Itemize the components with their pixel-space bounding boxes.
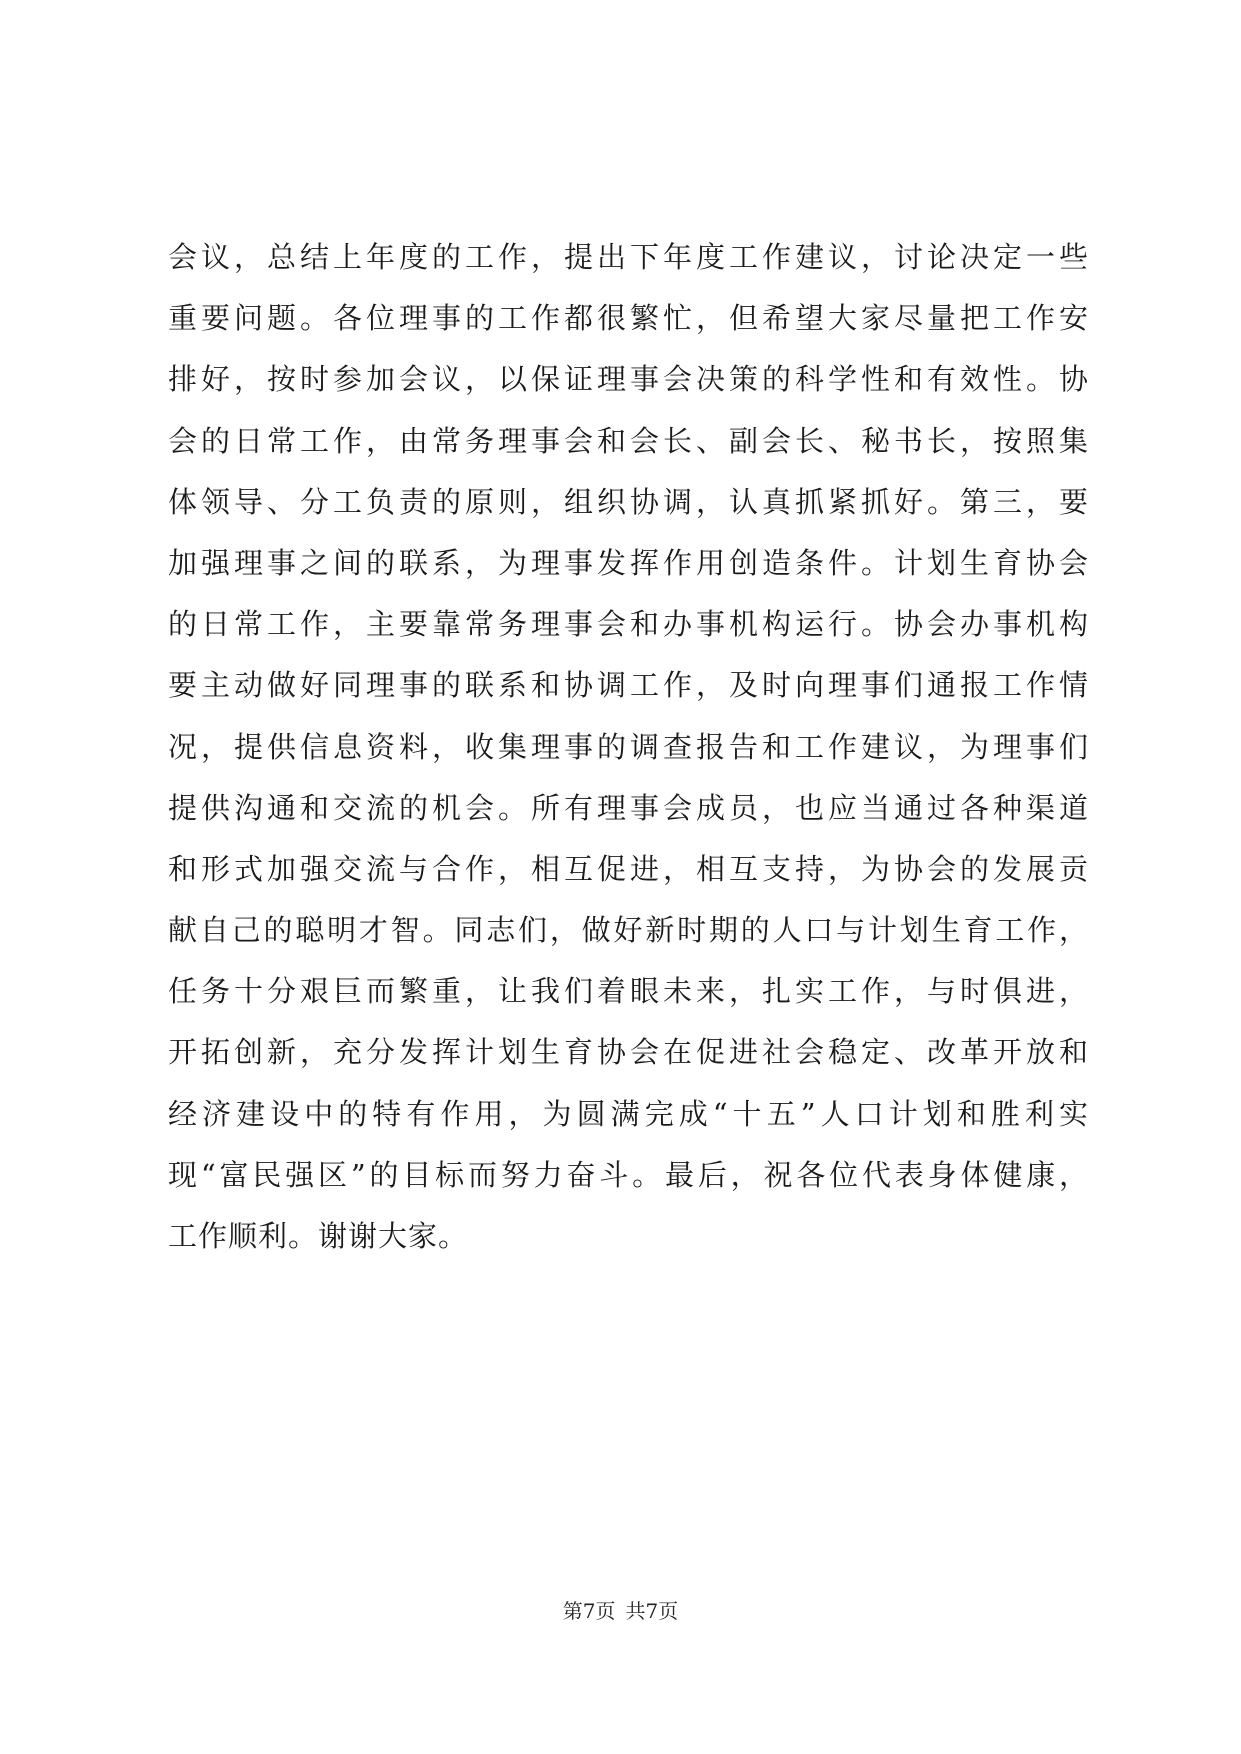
page-number-total: 共7页 xyxy=(625,1599,679,1623)
text-line: 开拓创新，充分发挥计划生育协会在促进社会稳定、改革开放和 xyxy=(168,1035,1088,1070)
text-line: 和形式加强交流与合作，相互促进，相互支持，为协会的发展贡 xyxy=(168,851,1088,886)
text-line: 体领导、分工负责的原则，组织协调，认真抓紧抓好。第三，要 xyxy=(168,484,1088,519)
text-line: 经济建设中的特有作用，为圆满完成“十五”人口计划和胜利实 xyxy=(168,1096,1088,1131)
text-line: 要主动做好同理事的联系和协调工作，及时向理事们通报工作情 xyxy=(168,668,1088,703)
body-text xyxy=(168,227,1088,1267)
page-number-current: 第7页 xyxy=(562,1599,616,1623)
text-line: 工作顺利。谢谢大家。 xyxy=(168,1219,469,1253)
text-line: 任务十分艰巨而繁重，让我们着眼未来，扎实工作，与时俱进， xyxy=(168,974,1088,1009)
page-footer xyxy=(0,1597,1241,1625)
text-line: 现“富民强区”的目标而努力奋斗。最后，祝各位代表身体健康， xyxy=(168,1157,1088,1192)
text-line: 况，提供信息资料，收集理事的调查报告和工作建议，为理事们 xyxy=(168,729,1088,764)
text-line: 排好，按时参加会议，以保证理事会决策的科学性和有效性。协 xyxy=(168,362,1088,397)
text-line: 会的日常工作，由常务理事会和会长、副会长、秘书长，按照集 xyxy=(168,423,1088,458)
text-line: 会议，总结上年度的工作，提出下年度工作建议，讨论决定一些 xyxy=(168,240,1088,274)
text-line: 献自己的聪明才智。同志们，做好新时期的人口与计划生育工作， xyxy=(168,913,1088,948)
text-line: 提供沟通和交流的机会。所有理事会成员，也应当通过各种渠道 xyxy=(168,790,1088,825)
text-line: 重要问题。各位理事的工作都很繁忙，但希望大家尽量把工作安 xyxy=(168,301,1088,336)
text-line: 的日常工作，主要靠常务理事会和办事机构运行。协会办事机构 xyxy=(168,607,1088,642)
text-line: 加强理事之间的联系，为理事发挥作用创造条件。计划生育协会 xyxy=(168,545,1088,580)
